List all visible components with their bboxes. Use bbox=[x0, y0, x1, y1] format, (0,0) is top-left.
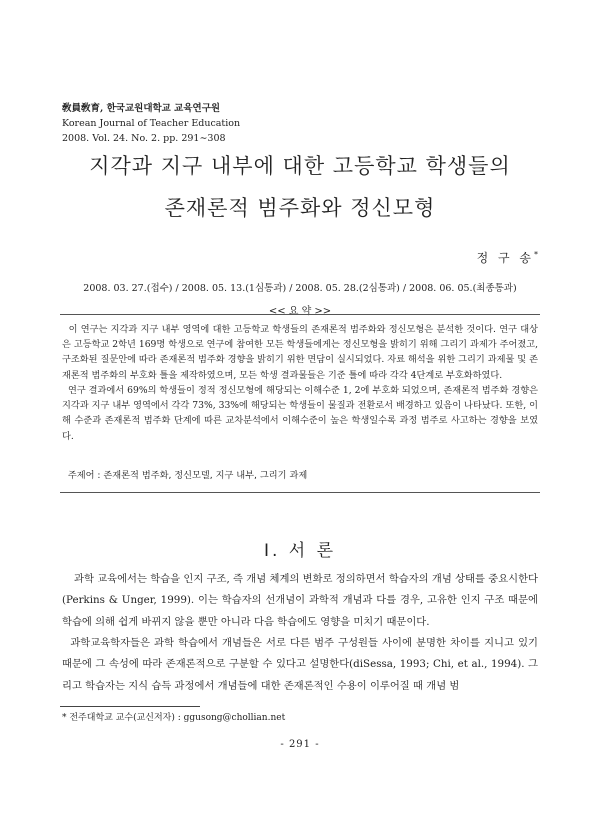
paper-title-line-2: 존재론적 범주화와 정신모형 bbox=[164, 196, 436, 220]
keywords: 주제어 : 존재론적 범주화, 정신모델, 지구 내부, 그리기 과제 bbox=[67, 470, 308, 481]
author-footnote-mark: * bbox=[534, 250, 538, 259]
abstract-paragraph-1: 이 연구는 지각과 지구 내부 영역에 대한 고등학교 학생들의 존재론적 범주화와 정신모형은 분석한 것이다. 연구 대상은 고등학교 2학년 169명 학생으로 연구에 참여한 모든 학생들에게는 정신모형을 밝히기 위해 그리기 과제가 주어졌고, 구조화된 질문안에 따라 존재론적 범주화 경향을 밝히기 위한 면담이 실시되었다. 자료 해석을 위한 그리기 과제물 및 존재론적 범주화의 부호화 틀을 제작하였으며, 모든 학생 결과물들은 기준 틀에 따라 각각 4단계로 부호화하였다. bbox=[62, 324, 539, 381]
abstract-heading: << 요 약 >> bbox=[268, 306, 332, 317]
abstract-bottom-rule bbox=[60, 492, 540, 493]
footnote-rule bbox=[60, 706, 200, 707]
journal-name-english: Korean Journal of Teacher Education bbox=[62, 118, 241, 129]
author-name: 정 구 송 bbox=[476, 251, 534, 265]
body-paragraph-1: 과학 교육에서는 학습을 인지 구조, 즉 개념 체계의 변화로 정의하면서 학습자의 개념 상태를 중요시한다(Perkins & Unger, 1999). 이는 학습자의 선개념이 과학적 개념과 다를 경우, 고유한 인지 구조 때문에 학습에 의해 쉽게 바뀌지 않을 뿐만 아니라 다음 학습에도 영향을 미치기 때문이다. bbox=[62, 573, 538, 628]
abstract-paragraph-2: 연구 결과에서 69%의 학생들이 정적 정신모형에 해당되는 이해수준 1, 2에 부호화 되었으며, 존재론적 범주화 경향은 지각과 지구 내부 영역에서 각각 73%, 33%에 해당되는 학생들이 물질과 전환로서 배경하고 있음이 나타났다. 또한, 이해 수준과 존재론적 범주화 단계에 따른 교차분석에서 이해수준이 높은 학생일수록 과정 범주로 사고하는 경향을 보였다. bbox=[62, 385, 539, 442]
author-footnote: * 전주대학교 교수(교신저자) : ggusong@chollian.net bbox=[62, 713, 286, 723]
journal-name-korean: 敎員敎育, 한국교원대학교 교육연구원 bbox=[62, 103, 221, 114]
section-heading-introduction: Ⅰ. 서 론 bbox=[263, 541, 337, 561]
paper-title-line-1: 지각과 지구 내부에 대한 고등학교 학생들의 bbox=[89, 154, 511, 178]
page-number: - 291 - bbox=[280, 739, 320, 750]
journal-issue: 2008. Vol. 24. No. 2. pp. 291∼308 bbox=[62, 133, 226, 144]
review-dates: 2008. 03. 27.(접수) / 2008. 05. 13.(1심통과) / 2008. 05. 28.(2심통과) / 2008. 06. 05.(최종통과) bbox=[83, 283, 517, 294]
body-paragraph-2: 과학교육학자들은 과학 학습에서 개념들은 서로 다른 범주 구성원들 사이에 분명한 차이를 지니고 있기 때문에 그 속성에 따라 존재론적으로 구분할 수 있다고 설명한다(diSessa, 1993; Chi, et al., 1994). 그리고 학습자는 지식 습득 과정에서 개념들에 대한 존재론적인 수용이 이루어질 때 개념 범 bbox=[62, 637, 539, 692]
journal-header bbox=[62, 101, 240, 146]
author-byline bbox=[477, 249, 538, 266]
abstract-top-rule bbox=[60, 314, 540, 315]
